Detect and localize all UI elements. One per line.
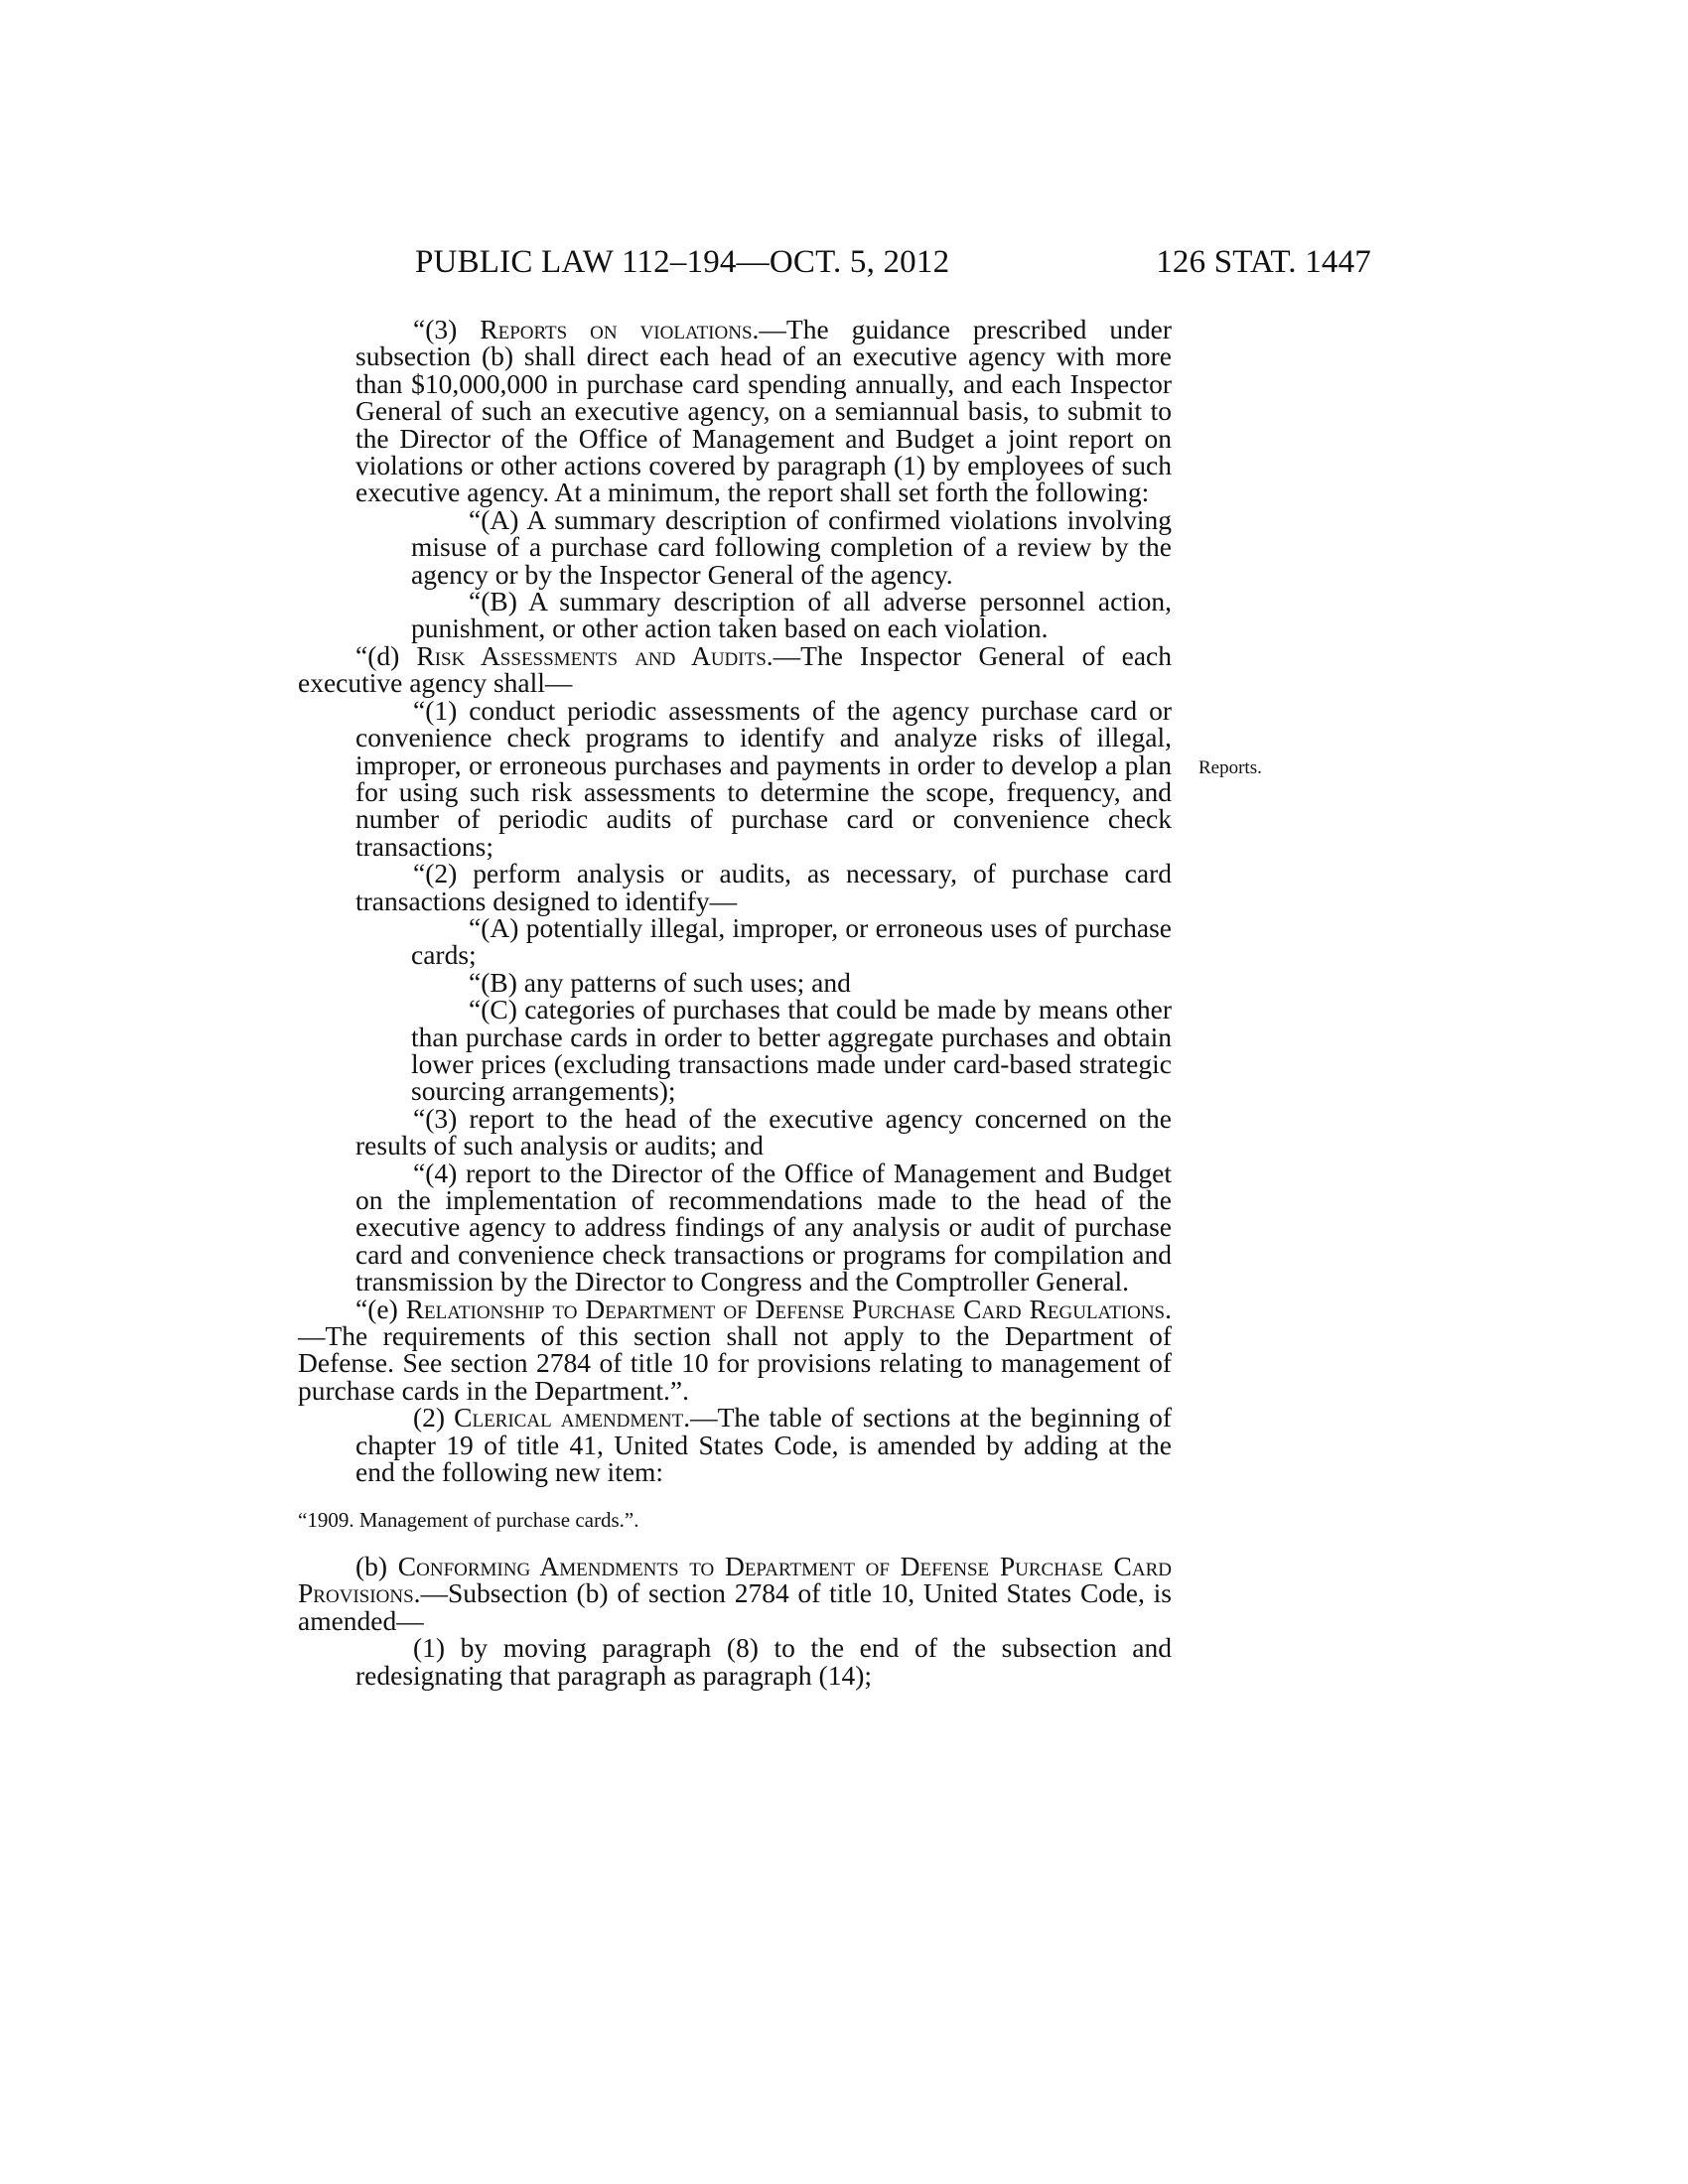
new-item: “1909. Management of purchase cards.”. [298, 1508, 639, 1533]
paragraph-b1: (1) by moving paragraph (8) to the end of the subsection and redesignating that paragraph as paragraph (14); [355, 1632, 1172, 1691]
paragraph-d1: “(1) conduct periodic assessments of the agency purchase card or convenience check programs to identify and analyze risks of illegal, improper, or erroneous purchases and payments in order to develop a plan for using such risk assessments to determine the scope, frequency, and number of periodic audits of purchase card or convenience check transactions; [355, 694, 1172, 862]
paragraph-d3: “(3) report to the head of the executive agency concerned on the results of such analysis or audits; and [355, 1102, 1172, 1161]
paragraph-c3A: “(A) A summary description of confirmed violations involving misuse of a purchase card following completion of a review by the agency or by the Inspector General of the agency. [411, 503, 1172, 590]
heading-conforming-amendments: Conforming Amendments to Department of Defense Purchase Card Provisions [298, 1550, 1172, 1609]
paragraph-d2B: “(B) any patterns of such uses; and [469, 966, 851, 998]
heading-reports-on-violations: Reports on violations [480, 314, 753, 344]
paragraph-d2: “(2) perform analysis or audits, as necessary, of purchase card transactions designed to identify— [355, 858, 1172, 916]
heading-clerical-amendment: Clerical amendment [454, 1402, 684, 1433]
heading-relationship: Relationship to Department of Defense Purchase Card Regulations [405, 1293, 1166, 1324]
heading-risk-assessments: Risk Assessments and Audits [416, 639, 767, 671]
paragraph-d4: “(4) report to the Director of the Office of Management and Budget on the implementation of recommendations made to the head of the executive agency to address findings of any analysis or audit of purchase card and convenience check transactions or programs for compilation and transmission by the Director to Congress and the Comptroller General. [355, 1157, 1172, 1297]
paragraph-d: “(d) Risk Assessments and Audits.—The Inspector General of each executive agency shall— [298, 639, 1172, 699]
paragraph-a2: (2) Clerical amendment.—The table of sections at the beginning of chapter 19 of title 41, United States Code, is amended by adding at the end the following new item: [355, 1402, 1172, 1488]
running-head: PUBLIC LAW 112–194—OCT. 5, 2012 [415, 244, 950, 280]
margin-note: Reports. [1198, 757, 1262, 778]
paragraph-d2C: “(C) categories of purchases that could be made by means other than purchase cards in order to better aggregate purchases and obtain lower prices (excluding transactions made under card-based strategic sourcing arrangements); [411, 994, 1172, 1107]
paragraph-c3: “(3) Reports on violations.—The guidance prescribed under subsection (b) shall direct each head of an executive agency with more than $10,000,000 in purchase card spending annually, and each Inspector General of such an executive agency, on a semiannual basis, to submit to the Director of the Office of Management and Budget a joint report on violations or other actions covered by paragraph (1) by employees of such executive agency. At a minimum, the report shall set forth the following: [355, 314, 1172, 508]
document-body [298, 316, 1172, 1689]
paragraph-d2A: “(A) potentially illegal, improper, or erroneous uses of purchase cards; [411, 911, 1172, 971]
paragraph-b: (b) Conforming Amendments to Department of Defense Purchase Card Provisions.—Subsection (b) of section 2784 of title 10, United States Code, is amended— [298, 1550, 1172, 1636]
paragraph-c3B: “(B) A summary description of all adverse personnel action, punishment, or other action taken based on each violation. [411, 586, 1172, 644]
page-number: 126 STAT. 1447 [1156, 244, 1371, 280]
paragraph-e: “(e) Relationship to Department of Defense Purchase Card Regulations.—The requirements of this section shall not apply to the Department of Defense. See section 2784 of title 10 for provisions relating to management of purchase cards in the Department.”. [298, 1293, 1172, 1406]
